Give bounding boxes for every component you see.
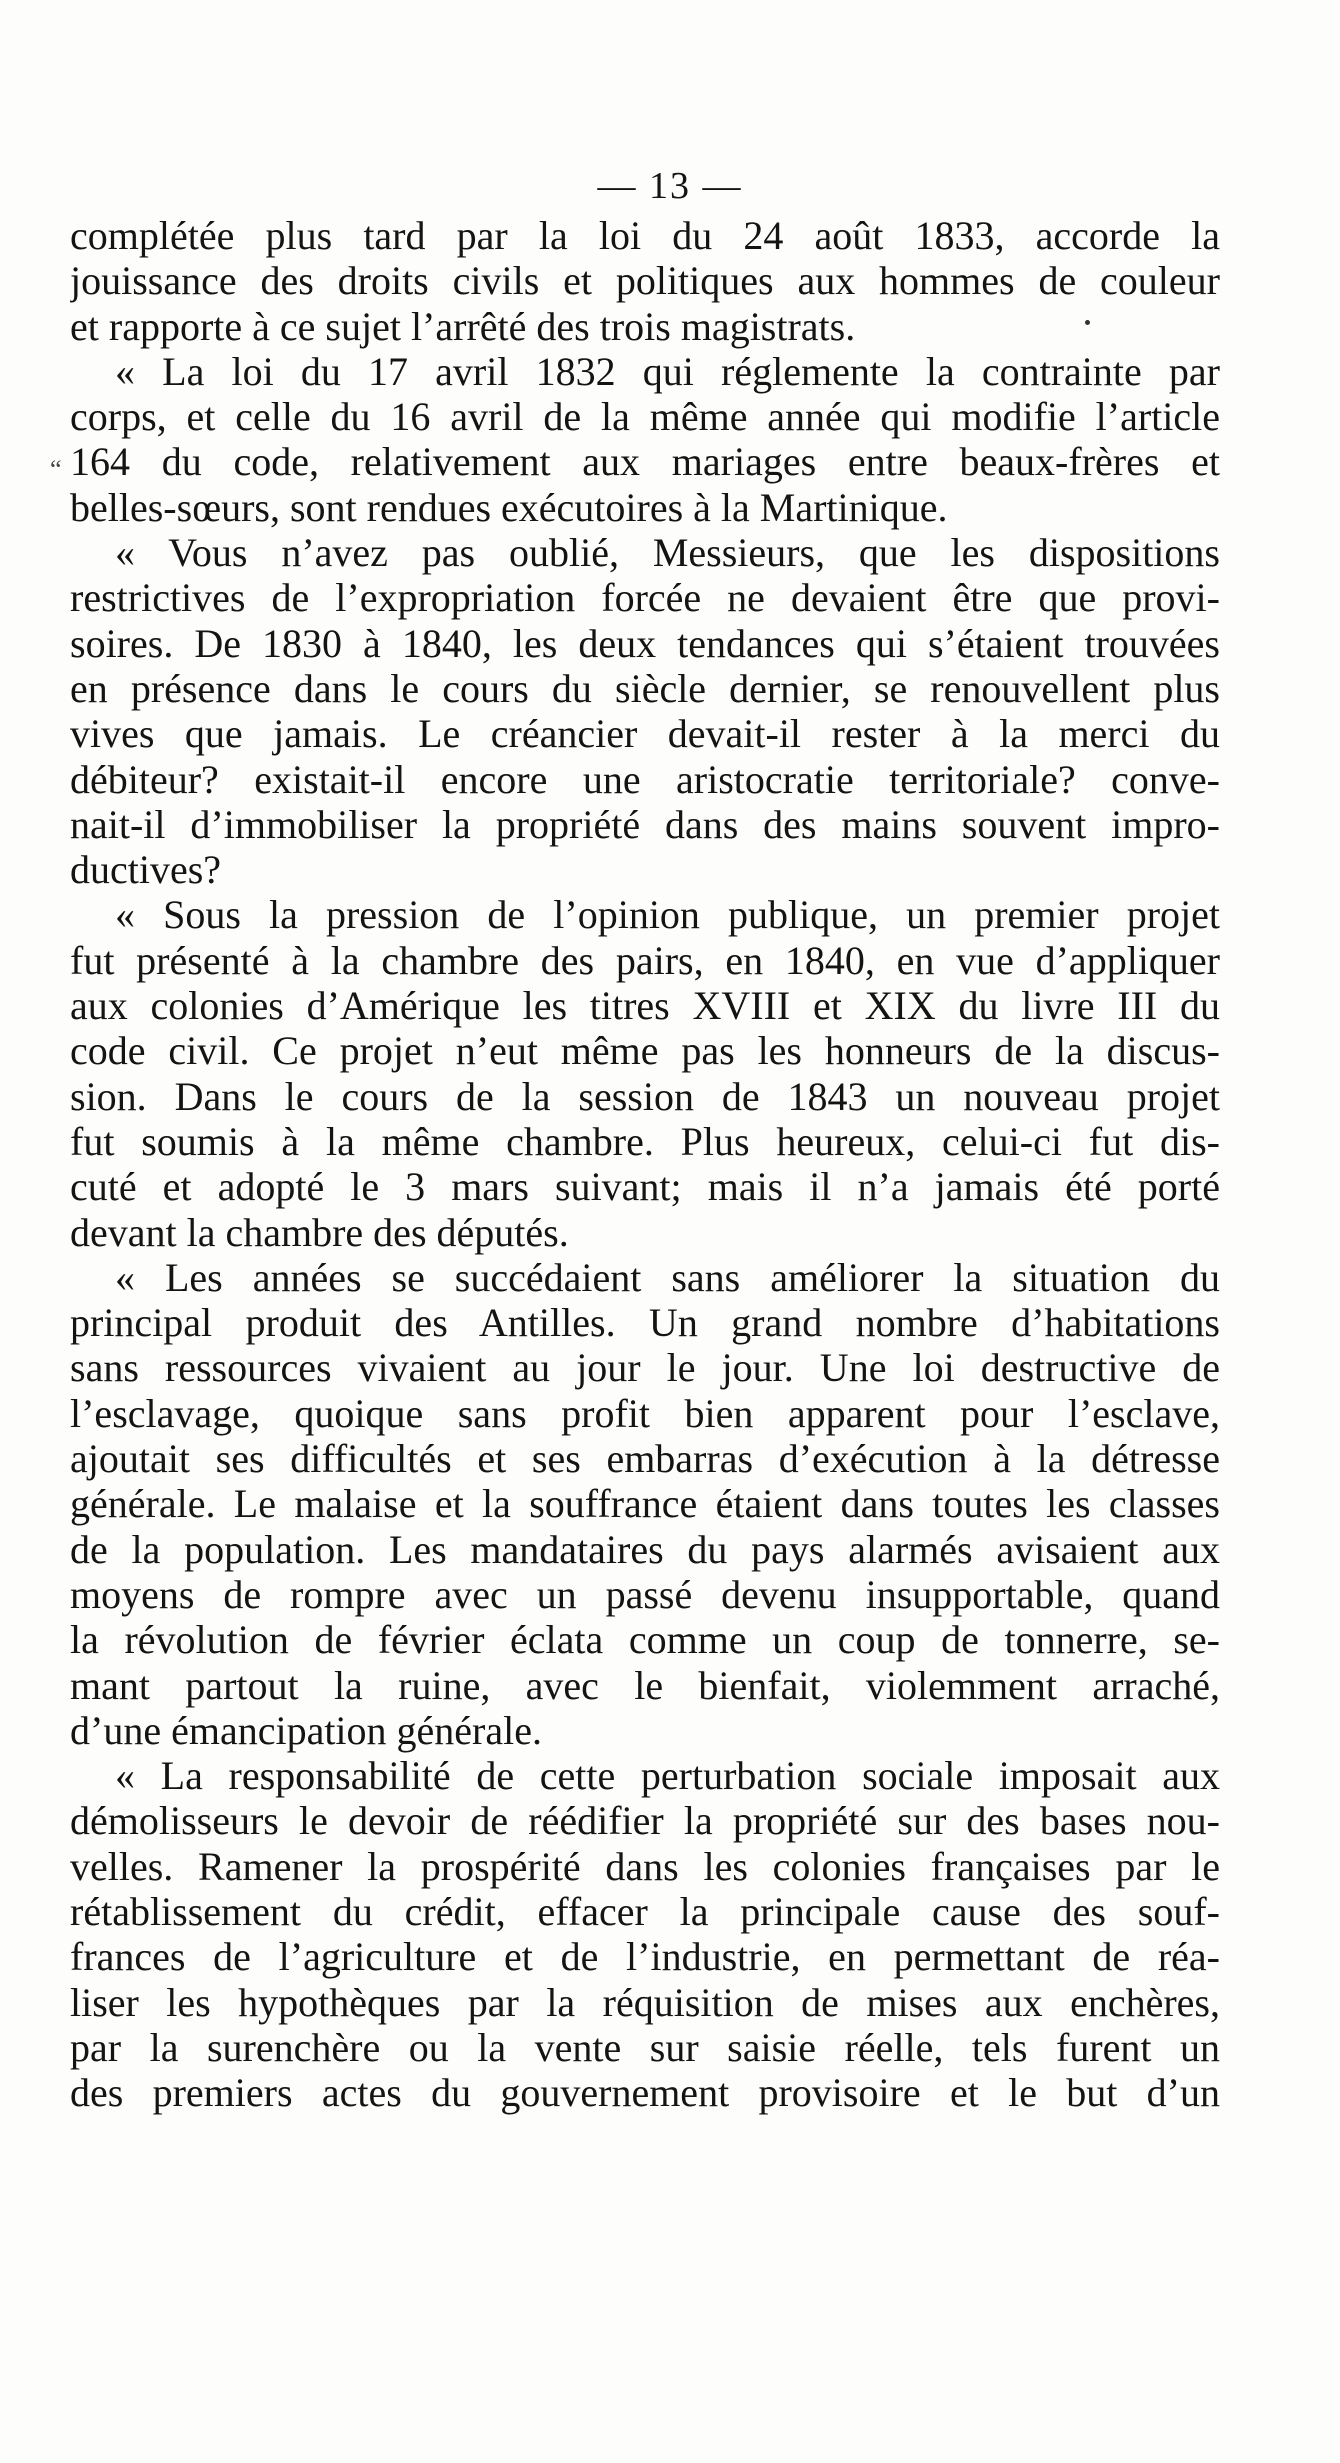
text-line: de la population. Les mandataires du pays alarmés avisaient aux bbox=[70, 1526, 1220, 1572]
text-line: ductives? bbox=[70, 847, 222, 893]
text-line: « La loi du 17 avril 1832 qui réglemente la contrainte par bbox=[115, 348, 1220, 394]
text-line: d’une émancipation générale. bbox=[70, 1707, 542, 1753]
text-line: soires. De 1830 à 1840, les deux tendances qui s’étaient trouvées bbox=[70, 620, 1220, 666]
text-line: belles-sœurs, sont rendues exécutoires à la Martinique. bbox=[70, 484, 948, 530]
text-line: sion. Dans le cours de la session de 1843 un nouveau projet bbox=[70, 1073, 1220, 1119]
text-line: fut présenté à la chambre des pairs, en 1840, en vue d’appliquer bbox=[70, 937, 1220, 983]
text-line: rétablissement du crédit, effacer la principale cause des souf- bbox=[70, 1888, 1220, 1934]
text-line: liser les hypothèques par la réquisition de mises aux enchères, bbox=[70, 1979, 1220, 2025]
text-line: la révolution de février éclata comme un coup de tonnerre, se- bbox=[70, 1617, 1220, 1663]
text-line: par la surenchère ou la vente sur saisie réelle, tels furent un bbox=[70, 2024, 1220, 2070]
text-line: « La responsabilité de cette perturbation sociale imposait aux bbox=[115, 1753, 1220, 1799]
text-line: velles. Ramener la prospérité dans les colonies françaises par le bbox=[70, 1843, 1220, 1889]
text-line: restrictives de l’expropriation forcée ne devaient être que provi- bbox=[70, 575, 1220, 621]
text-line: et rapporte à ce sujet l’arrêté des trois magistrats. bbox=[70, 303, 856, 349]
text-line: en présence dans le cours du siècle dernier, se renouvellent plus bbox=[70, 665, 1220, 711]
text-line: « Sous la pression de l’opinion publique, un premier projet bbox=[115, 892, 1220, 938]
text-line: complétée plus tard par la loi du 24 août 1833, accorde la bbox=[70, 213, 1220, 258]
margin-mark: “ bbox=[50, 455, 62, 484]
text-line: « Les années se succédaient sans améliorer la situation du bbox=[115, 1254, 1220, 1300]
page-number: — 13 — bbox=[597, 165, 743, 207]
text-line: vives que jamais. Le créancier devait-il rester à la merci du bbox=[70, 711, 1220, 757]
text-line: débiteur? existait-il encore une aristocratie territoriale? conve- bbox=[70, 756, 1220, 802]
text-line: générale. Le malaise et la souffrance étaient dans toutes les classes bbox=[70, 1481, 1220, 1527]
text-line: ajoutait ses difficultés et ses embarras d’exécution à la détresse bbox=[70, 1436, 1220, 1482]
text-line: des premiers actes du gouvernement provisoire et le but d’un bbox=[70, 2070, 1220, 2116]
text-line: nait-il d’immobiliser la propriété dans des mains souvent impro- bbox=[70, 801, 1220, 847]
body-text bbox=[70, 213, 1220, 2115]
text-line: cuté et adopté le 3 mars suivant; mais il n’a jamais été porté bbox=[70, 1164, 1220, 1210]
text-line: moyens de rompre avec un passé devenu insupportable, quand bbox=[70, 1571, 1220, 1617]
text-line: code civil. Ce projet n’eut même pas les honneurs de la discus- bbox=[70, 1028, 1220, 1074]
text-line: « Vous n’avez pas oublié, Messieurs, que les dispositions bbox=[115, 530, 1220, 576]
text-line: aux colonies d’Amérique les titres XVIII et XIX du livre III du bbox=[70, 983, 1220, 1029]
text-line: sans ressources vivaient au jour le jour. Une loi destructive de bbox=[70, 1345, 1220, 1391]
text-line: l’esclavage, quoique sans profit bien apparent pour l’esclave, bbox=[70, 1390, 1220, 1436]
text-line: corps, et celle du 16 avril de la même année qui modifie l’article bbox=[70, 394, 1220, 440]
text-line: fut soumis à la même chambre. Plus heureux, celui-ci fut dis- bbox=[70, 1118, 1220, 1164]
text-line: démolisseurs le devoir de réédifier la propriété sur des bases nou- bbox=[70, 1798, 1220, 1844]
text-line: 164 du code, relativement aux mariages entre beaux-frères et bbox=[70, 439, 1220, 485]
text-line: principal produit des Antilles. Un grand nombre d’habitations bbox=[70, 1300, 1220, 1346]
text-line: frances de l’agriculture et de l’industrie, en permettant de réa- bbox=[70, 1934, 1220, 1980]
text-line: mant partout la ruine, avec le bienfait, violemment arraché, bbox=[70, 1662, 1220, 1708]
text-line: devant la chambre des députés. bbox=[70, 1209, 569, 1255]
text-line: jouissance des droits civils et politiques aux hommes de couleur bbox=[70, 258, 1220, 304]
